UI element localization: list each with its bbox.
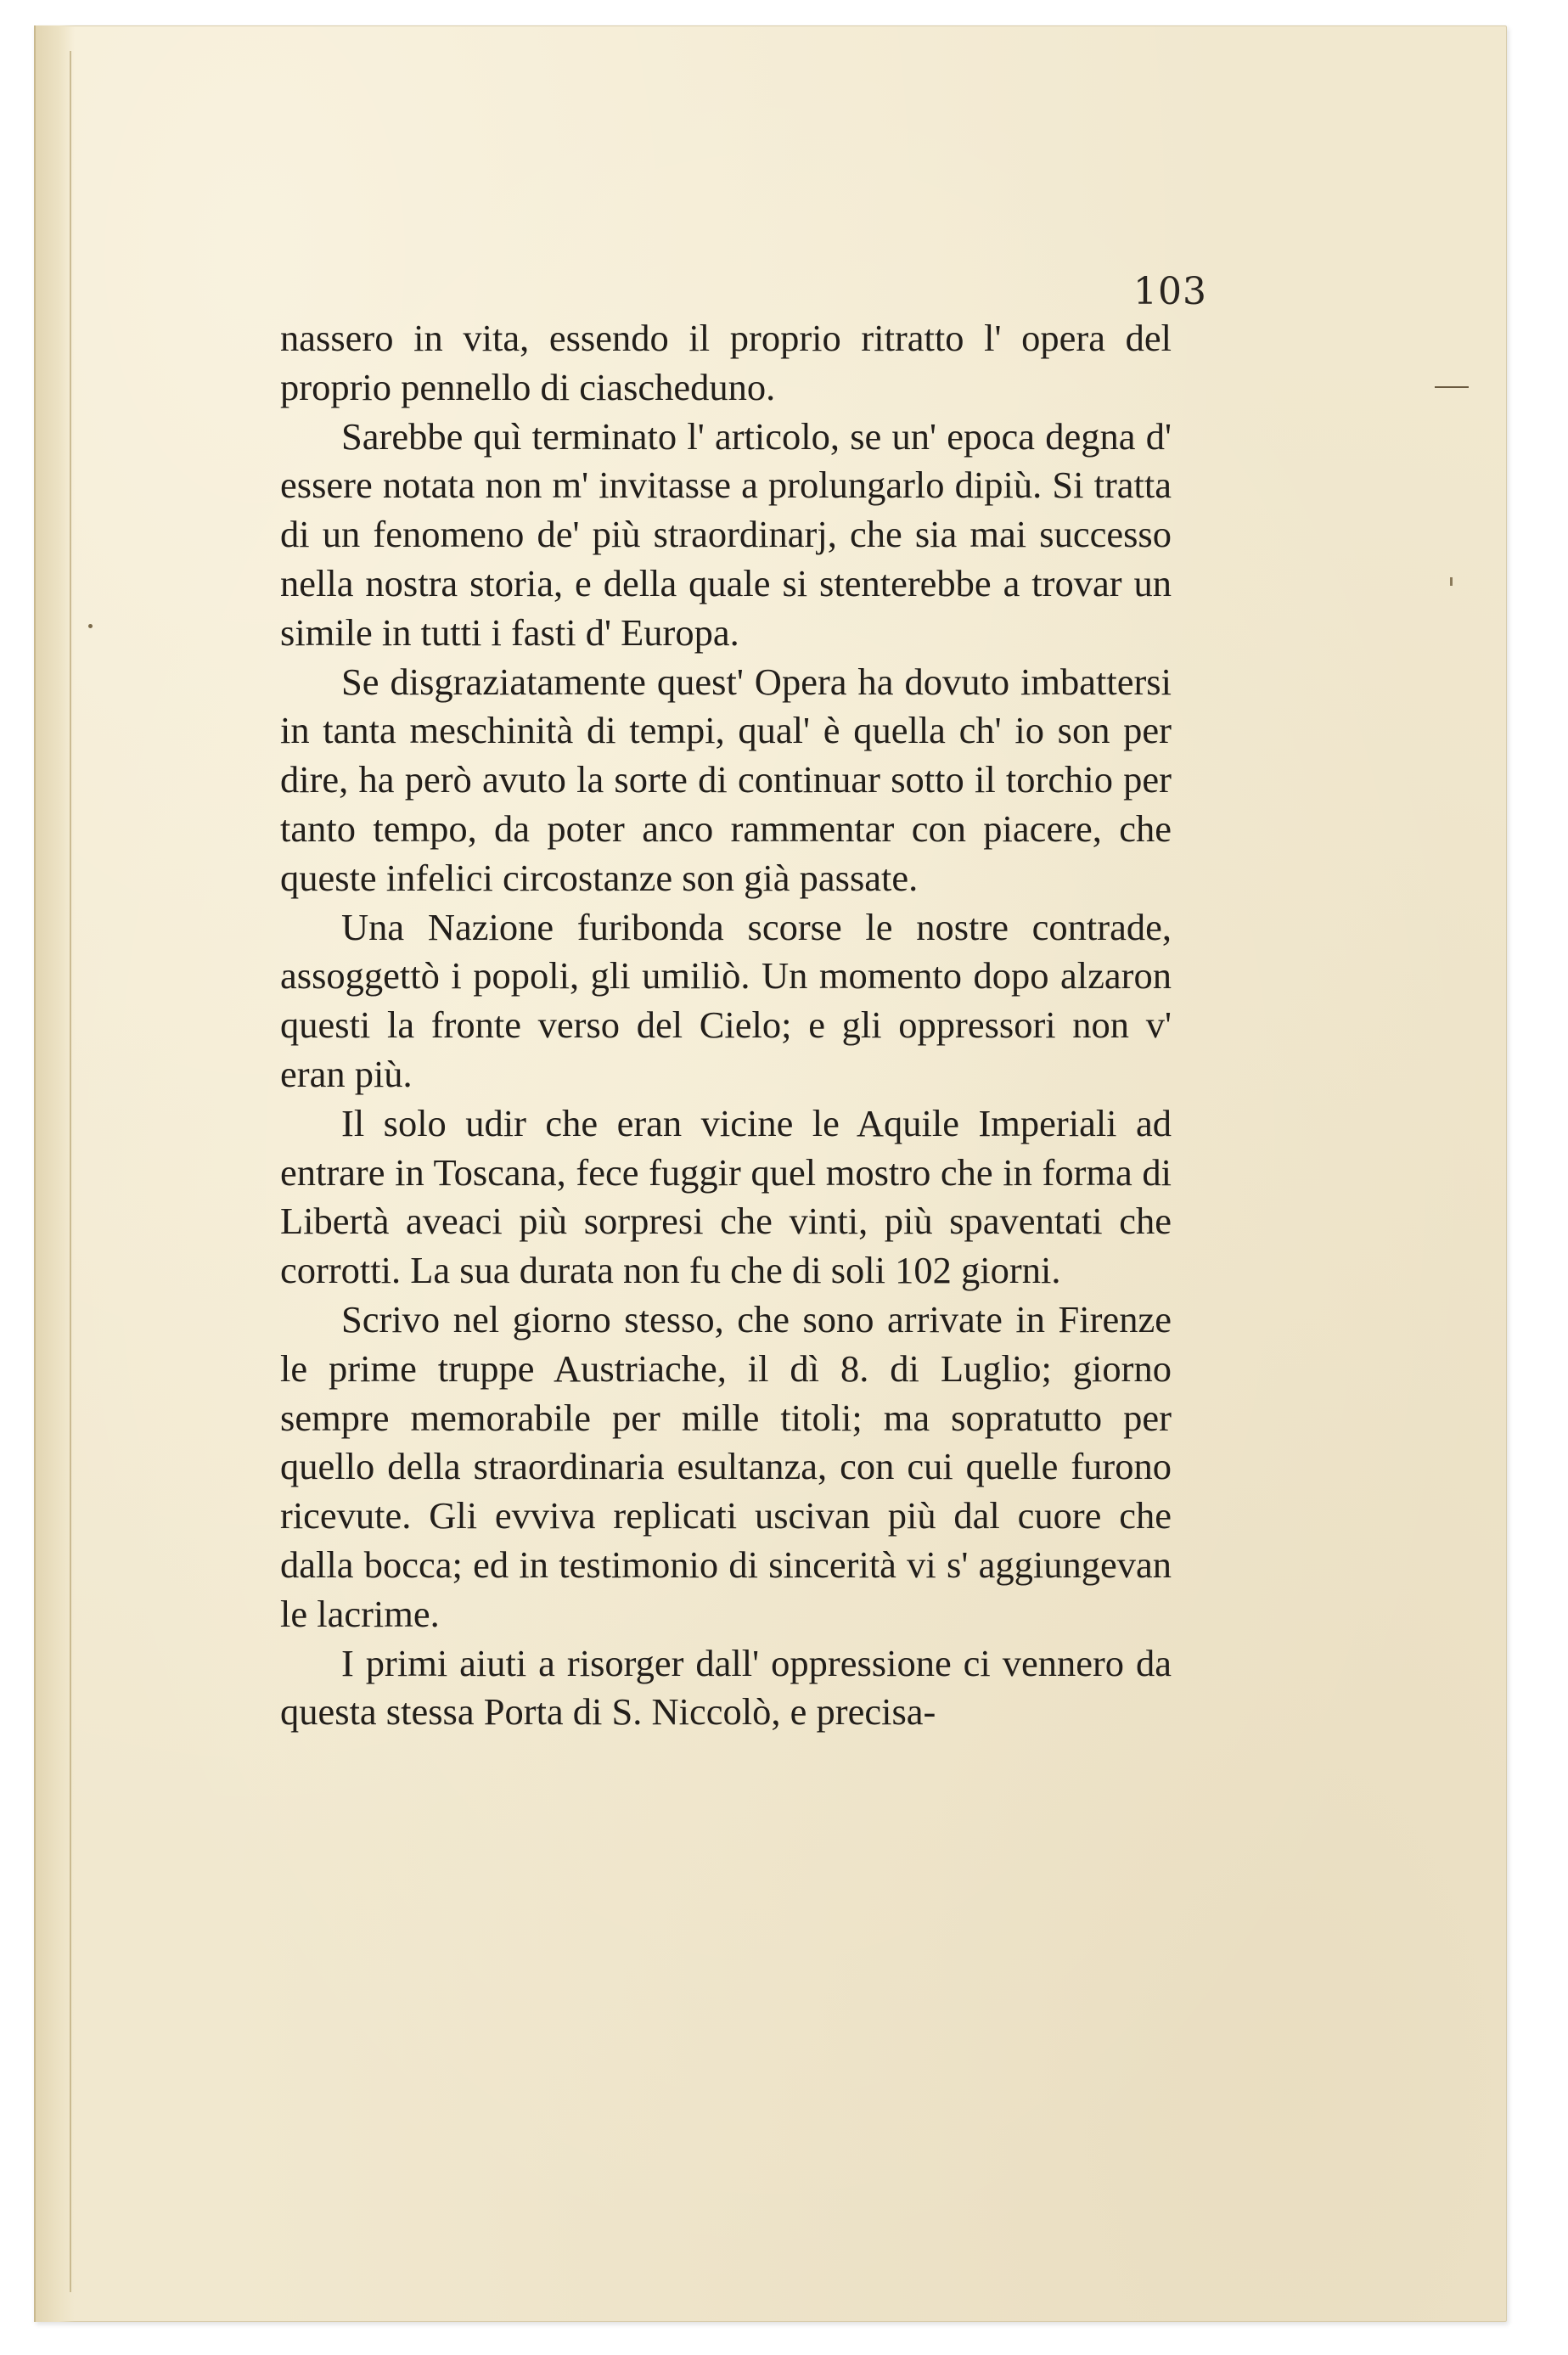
paragraph-opera: Se disgraziatamente quest' Opera ha dovuto imbattersi in tanta meschinità di tempi, qual' è quella ch' io son per dire, ha però avuto la sorte di continuar sotto il torchio per tanto tempo, da poter anco rammentar con piacere, che queste infelici circostanze son già passate.	[280, 660, 1172, 899]
paragraph-scrivo: Scrivo nel giorno stesso, che sono arrivate in Firenze le prime truppe Austriache, il dì 8. di Luglio; giorno sempre memorabile per mille titoli; ma sopratutto per quello della straordinaria esultanza, con cui quelle furono ricevute. Gli evviva replicati uscivan più dal cuore che dalla bocca; ed in testimonio di sincerità vi s' aggiungevan le lacrime.	[280, 1297, 1172, 1635]
margin-dash-mark	[1435, 386, 1469, 388]
paragraph-nazione: Una Nazione furibonda scorse le nostre contrade, assoggettò i popoli, gli umiliò. Un momento dopo alzaron questi la fronte verso del Cielo; e gli oppressori non v' eran più.	[280, 905, 1172, 1095]
paragraph-continuation: nassero in vita, essendo il proprio ritratto l' opera del proprio pennello di ciascheduno.	[280, 317, 1172, 408]
paragraph-article-end: Sarebbe quì terminato l' articolo, se un' epoca degna d' essere notata non m' invitasse a prolungarlo dipiù. Si tratta di un fenomeno de' più straordinarj, che sia mai successo nella nostra storia, e della quale si stenterebbe a trovar un simile in tutti i fasti d' Europa.	[280, 414, 1172, 654]
paragraph-aquile: Il solo udir che eran vicine le Aquile Imperiali ad entrare in Toscana, fece fuggir quel mostro che in forma di Libertà aveaci più sorpresi che vinti, più spaventati che corrotti. La sua durata non fu che di soli 102 giorni.	[280, 1101, 1172, 1292]
fold-line	[70, 51, 71, 2292]
margin-stain-mark	[88, 624, 93, 628]
paragraph-primi-aiuti: I primi aiuti a risorger dall' oppressione ci vennero da questa stessa Porta di S. Niccolò, e precisa-	[280, 1641, 1172, 1734]
binding-edge	[34, 25, 75, 2322]
page-number: 103	[1133, 270, 1207, 313]
margin-dot-mark	[1450, 577, 1453, 586]
body-text	[280, 314, 1172, 1737]
